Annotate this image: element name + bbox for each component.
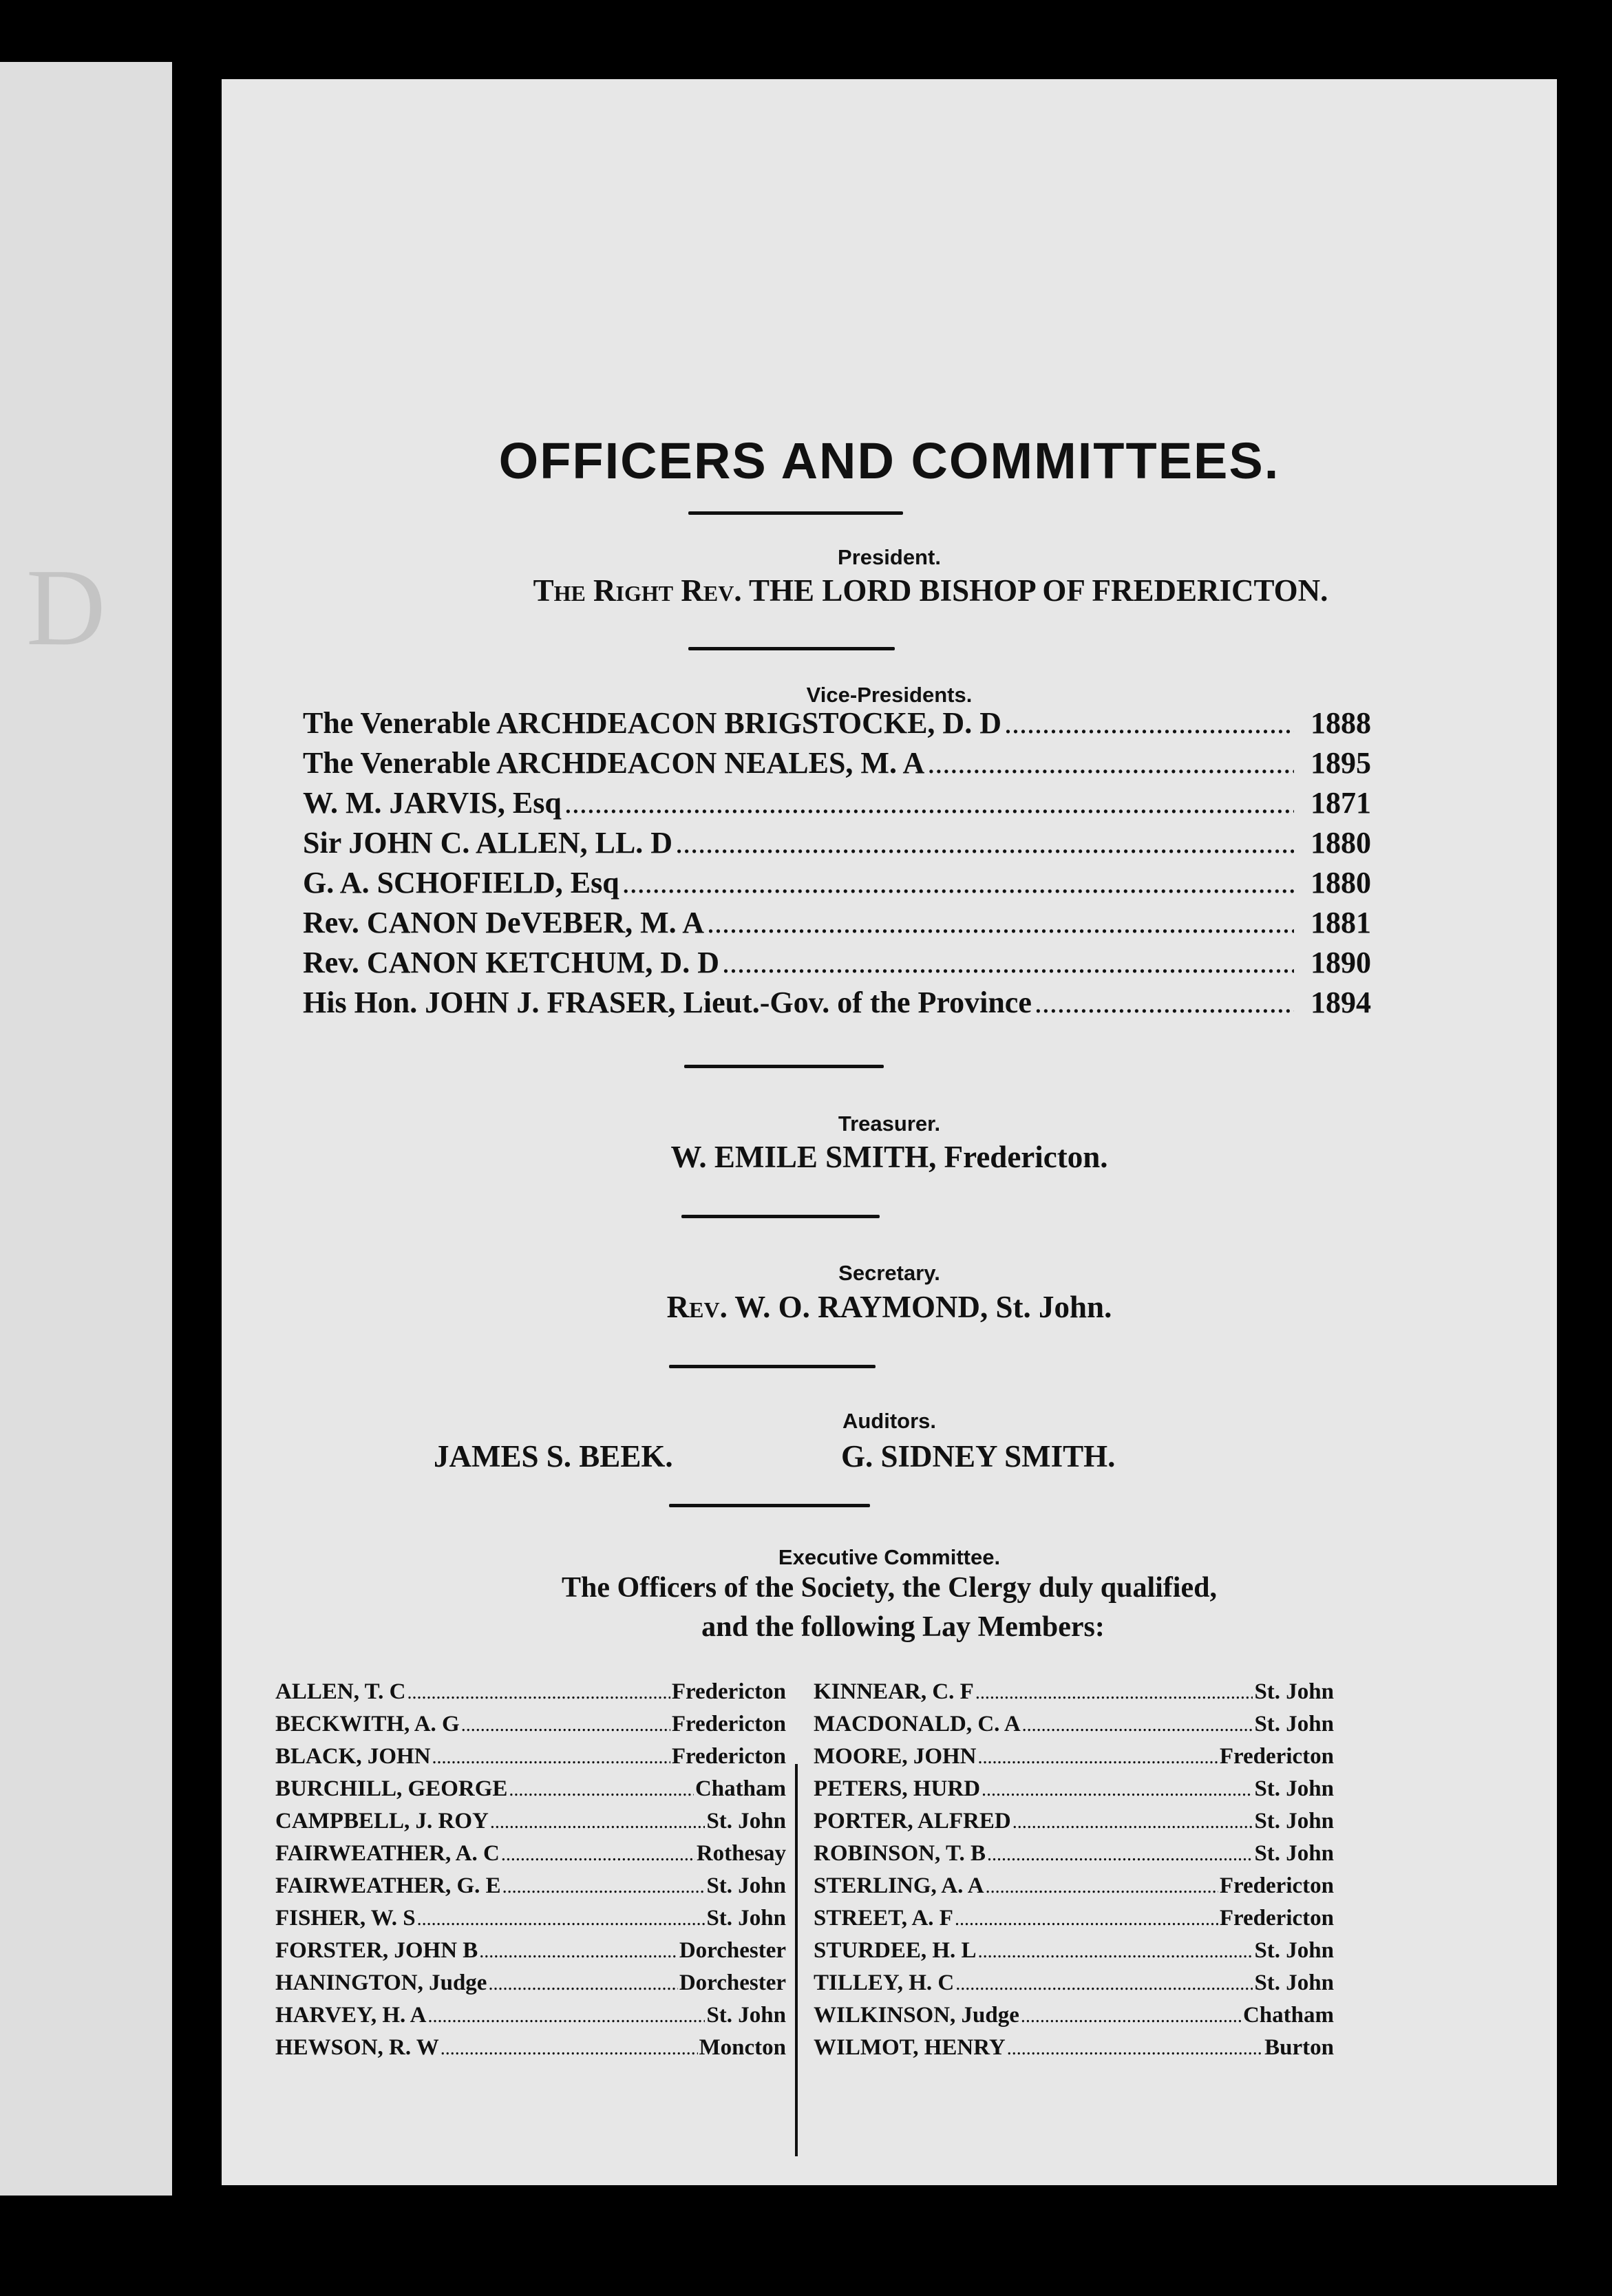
executive-label: Executive Committee. — [778, 1545, 1001, 1569]
leader-dots — [978, 1747, 1218, 1769]
lay-member-name: PETERS, HURD — [814, 1776, 981, 1801]
vice-president-name: His Hon. JOHN J. FRASER, Lieut.-Gov. of the Province — [303, 986, 1032, 1019]
lay-member-name: STREET, A. F — [814, 1906, 953, 1931]
vice-president-name: The Venerable ARCHDEACON NEALES, M. A — [303, 746, 925, 780]
lay-member-place: Fredericton — [671, 1679, 786, 1704]
lay-member-place: St. John — [706, 1809, 786, 1833]
lay-member-place: St. John — [706, 2003, 786, 2028]
lay-member-row — [275, 1873, 786, 1905]
lay-member-place: Moncton — [699, 2035, 786, 2060]
leader-dots — [428, 2006, 706, 2028]
executive-intro-line-1: The Officers of the Society, the Clergy duly qualified, — [562, 1572, 1217, 1604]
divider-rule — [669, 1504, 870, 1507]
leader-dots — [479, 1941, 678, 1963]
vice-president-row — [303, 905, 1371, 945]
leader-dots — [502, 1876, 706, 1898]
divider-rule — [688, 511, 903, 515]
previous-page-ghost-letter: D — [26, 546, 106, 668]
lay-member-place: Fredericton — [1219, 1744, 1334, 1769]
president-line — [222, 573, 1557, 608]
leader-dots — [417, 1909, 706, 1931]
auditor-name: G. SIDNEY SMITH. — [841, 1439, 1116, 1474]
lay-member-name: STURDEE, H. L — [814, 1938, 977, 1963]
vice-president-row — [303, 825, 1371, 865]
lay-member-row — [814, 1679, 1334, 1711]
leader-dots — [1004, 705, 1294, 741]
treasurer-name: W. EMILE SMITH, — [670, 1140, 937, 1174]
leader-dots — [509, 1779, 694, 1801]
lay-member-name: BECKWITH, A. G — [275, 1712, 460, 1736]
vice-president-year: 1894 — [1311, 986, 1371, 1019]
lay-member-row — [814, 2035, 1334, 2067]
executive-intro-line-2: and the following Lay Members: — [701, 1611, 1105, 1643]
leader-dots — [1022, 1714, 1253, 1736]
leader-dots — [461, 1714, 670, 1736]
lay-member-name: HARVEY, H. A — [275, 2003, 427, 2028]
secretary-line — [222, 1289, 1557, 1325]
secretary-place: St. John. — [995, 1290, 1112, 1324]
vice-president-name: Sir JOHN C. ALLEN, LL. D — [303, 826, 673, 860]
lay-member-place: Fredericton — [1219, 1906, 1334, 1931]
lay-member-place: Burton — [1264, 2035, 1334, 2060]
treasurer-place: Fredericton. — [944, 1140, 1108, 1174]
divider-rule — [684, 1065, 884, 1068]
lay-member-name: ALLEN, T. C — [275, 1679, 406, 1704]
president-prefix: The Right Rev. — [533, 573, 742, 608]
lay-member-name: BURCHILL, GEORGE — [275, 1776, 508, 1801]
treasurer-label: Treasurer. — [838, 1112, 941, 1136]
leader-dots — [675, 825, 1294, 860]
lay-member-name: WILKINSON, Judge — [814, 2003, 1019, 2028]
vice-president-name: Rev. CANON KETCHUM, D. D — [303, 946, 719, 979]
lay-member-name: TILLEY, H. C — [814, 1970, 955, 1995]
lay-member-name: HANINGTON, Judge — [275, 1970, 487, 1995]
leader-dots — [1012, 1811, 1253, 1833]
vice-president-row — [303, 785, 1371, 825]
lay-member-name: HEWSON, R. W — [275, 2035, 439, 2060]
page-content — [222, 79, 1557, 2185]
vice-president-name: Rev. CANON DeVEBER, M. A — [303, 906, 704, 939]
lay-member-row — [814, 1744, 1334, 1776]
lay-member-place: Chatham — [1242, 2003, 1334, 2028]
secretary-label: Secretary. — [838, 1261, 940, 1285]
lay-member-row — [275, 1712, 786, 1743]
lay-member-name: WILMOT, HENRY — [814, 2035, 1006, 2060]
lay-member-row — [275, 1744, 786, 1776]
divider-rule — [669, 1365, 876, 1368]
lay-member-name: ROBINSON, T. B — [814, 1841, 986, 1866]
president-label: President. — [838, 545, 941, 569]
divider-rule — [688, 647, 895, 650]
lay-member-row — [275, 1970, 786, 2002]
lay-member-name: STERLING, A. A — [814, 1873, 984, 1898]
vice-president-year: 1880 — [1311, 866, 1371, 900]
lay-member-row — [814, 1809, 1334, 1840]
lay-member-place: Dorchester — [679, 1970, 786, 1995]
leader-dots — [975, 1682, 1253, 1704]
leader-dots — [722, 945, 1294, 980]
leader-dots — [707, 905, 1294, 940]
vice-president-name: G. A. SCHOFIELD, Esq — [303, 866, 619, 900]
column-divider — [795, 1764, 798, 2156]
lay-member-place: St. John — [1254, 1970, 1334, 1995]
lay-member-row — [814, 1776, 1334, 1808]
vice-president-year: 1880 — [1311, 826, 1371, 860]
previous-page-edge — [0, 62, 172, 2196]
lay-member-name: FAIRWEATHER, A. C — [275, 1841, 500, 1866]
lay-member-row — [275, 1841, 786, 1873]
lay-member-place: St. John — [706, 1906, 786, 1931]
lay-member-name: MOORE, JOHN — [814, 1744, 977, 1769]
auditor-name: JAMES S. BEEK. — [434, 1439, 673, 1474]
lay-member-row — [814, 2003, 1334, 2034]
vice-president-year: 1871 — [1311, 786, 1371, 820]
vice-president-year: 1890 — [1311, 946, 1371, 979]
vice-president-year: 1888 — [1311, 706, 1371, 740]
leader-dots — [982, 1779, 1253, 1801]
vice-president-row — [303, 985, 1371, 1025]
auditors-label: Auditors. — [842, 1409, 937, 1433]
lay-member-place: St. John — [1254, 1712, 1334, 1736]
lay-member-name: BLACK, JOHN — [275, 1744, 431, 1769]
lay-member-row — [275, 1938, 786, 1970]
document-page — [222, 79, 1557, 2185]
lay-member-place: St. John — [1254, 1679, 1334, 1704]
lay-member-place: Rothesay — [696, 1841, 786, 1866]
lay-member-place: Dorchester — [679, 1938, 786, 1963]
vice-president-year: 1895 — [1311, 746, 1371, 780]
leader-dots — [1021, 2006, 1242, 2028]
lay-member-row — [275, 2003, 786, 2034]
lay-member-name: FAIRWEATHER, G. E — [275, 1873, 501, 1898]
lay-member-name: PORTER, ALFRED — [814, 1809, 1011, 1833]
leader-dots — [955, 1909, 1218, 1931]
president-name: THE LORD BISHOP OF FREDERICTON. — [749, 573, 1328, 608]
secretary-name: W. O. RAYMOND, — [734, 1290, 988, 1324]
lay-member-place: Fredericton — [1219, 1873, 1334, 1898]
treasurer-line — [222, 1139, 1557, 1175]
vice-president-name: W. M. JARVIS, Esq — [303, 786, 562, 820]
lay-member-name: FISHER, W. S — [275, 1906, 416, 1931]
lay-member-row — [275, 1906, 786, 1937]
lay-member-row — [814, 1712, 1334, 1743]
lay-member-row — [275, 2035, 786, 2067]
leader-dots — [1007, 2038, 1263, 2060]
lay-member-place: St. John — [1254, 1841, 1334, 1866]
lay-member-place: St. John — [1254, 1809, 1334, 1833]
secretary-prefix: Rev. — [666, 1290, 728, 1324]
lay-member-name: FORSTER, JOHN B — [275, 1938, 478, 1963]
leader-dots — [407, 1682, 670, 1704]
lay-member-row — [814, 1873, 1334, 1905]
leader-dots — [441, 2038, 698, 2060]
lay-member-row — [275, 1809, 786, 1840]
lay-member-row — [814, 1841, 1334, 1873]
leader-dots — [488, 1973, 677, 1995]
leader-dots — [564, 785, 1294, 820]
vice-president-name: The Venerable ARCHDEACON BRIGSTOCKE, D. D — [303, 706, 1001, 740]
divider-rule — [681, 1215, 880, 1218]
leader-dots — [987, 1844, 1253, 1866]
leader-dots — [432, 1747, 670, 1769]
vice-president-row — [303, 945, 1371, 985]
lay-member-place: St. John — [1254, 1776, 1334, 1801]
lay-member-name: MACDONALD, C. A — [814, 1712, 1021, 1736]
page-title: OFFICERS AND COMMITTEES. — [498, 432, 1280, 489]
lay-member-place: Fredericton — [671, 1744, 786, 1769]
lay-member-place: Chatham — [694, 1776, 786, 1801]
lay-member-place: St. John — [706, 1873, 786, 1898]
leader-dots — [955, 1973, 1253, 1995]
lay-member-row — [814, 1938, 1334, 1970]
leader-dots — [501, 1844, 695, 1866]
lay-member-place: St. John — [1254, 1938, 1334, 1963]
vice-president-year: 1881 — [1311, 906, 1371, 939]
leader-dots — [927, 745, 1294, 780]
vice-president-row — [303, 865, 1371, 905]
lay-member-place: Fredericton — [671, 1712, 786, 1736]
lay-member-name: KINNEAR, C. F — [814, 1679, 974, 1704]
lay-member-row — [814, 1906, 1334, 1937]
leader-dots — [490, 1811, 706, 1833]
leader-dots — [978, 1941, 1253, 1963]
lay-member-row — [275, 1679, 786, 1711]
vice-presidents-label: Vice-Presidents. — [806, 683, 973, 707]
lay-member-row — [814, 1970, 1334, 2002]
leader-dots — [622, 865, 1294, 900]
leader-dots — [1035, 985, 1294, 1020]
vice-president-row — [303, 705, 1371, 745]
lay-member-row — [275, 1776, 786, 1808]
vice-president-row — [303, 745, 1371, 785]
lay-member-name: CAMPBELL, J. ROY — [275, 1809, 489, 1833]
leader-dots — [986, 1876, 1218, 1898]
